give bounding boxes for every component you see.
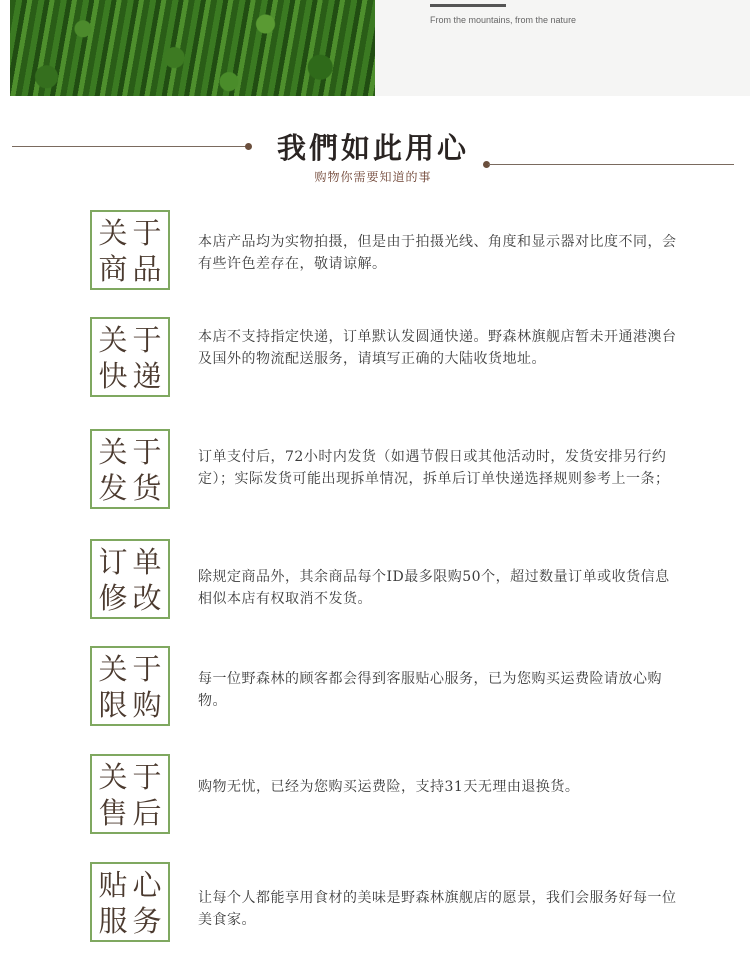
info-text: 订单支付后，72小时内发货（如遇节假日或其他活动时，发货安排另行约定）；实际发货可能出现拆单情况，拆单后订单快递选择规则参考上一条； [198,449,670,487]
badge-char: 于 [132,216,162,250]
badge-char: 售 [98,796,128,830]
section-subtitle: 购物你需要知道的事 [314,170,432,184]
badge-char: 改 [132,581,162,615]
badge-char: 关 [98,323,128,357]
heading-rule-right [488,164,734,165]
banner-accent-bar [430,4,506,7]
badge-char: 发 [98,471,128,505]
badge-char: 务 [132,904,162,938]
info-badge [90,317,170,397]
badge-char: 于 [132,323,162,357]
info-text: 购物无忧，已经为您购买运费险，支持31天无理由退换货。 [198,779,580,795]
info-badge [90,754,170,834]
badge-char: 关 [98,760,128,794]
badge-char: 购 [132,688,162,722]
badge-char: 关 [98,652,128,686]
heading-dot-left [245,143,252,150]
banner-caption: From the mountains, from the nature [430,15,577,25]
section-title: 我們如此用心 [276,131,469,165]
info-badge [90,210,170,290]
info-text: 除规定商品外，其余商品每个ID最多限购50个，超过数量订单或收货信息相似本店有权取消不发货。 [198,569,670,607]
badge-char: 贴 [98,868,128,902]
badge-char: 心 [132,868,162,902]
heading-rule-left [12,146,248,147]
badge-char: 单 [132,545,162,579]
info-text: 让每个人都能享用食材的美味是野森林旗舰店的愿景，我们会服务好每一位美食家。 [198,890,677,928]
info-badge [90,539,170,619]
badge-char: 递 [132,359,162,393]
info-text: 每一位野森林的顾客都会得到客服贴心服务，已为您购买运费险请放心购物。 [198,671,662,709]
badge-char: 商 [98,252,128,286]
badge-char: 货 [132,471,162,505]
badge-char: 服 [98,904,128,938]
badge-char: 快 [98,359,128,393]
badge-char: 关 [98,216,128,250]
info-badge [90,429,170,509]
forest-photo [10,0,375,96]
badge-char: 品 [132,252,162,286]
info-badge [90,646,170,726]
badge-char: 于 [132,435,162,469]
badge-char: 于 [132,652,162,686]
badge-char: 关 [98,435,128,469]
badge-char: 订 [98,545,128,579]
badge-char: 于 [132,760,162,794]
info-badge [90,862,170,942]
info-text: 本店产品均为实物拍摄，但是由于拍摄光线、角度和显示器对比度不同，会有些许色差存在，敬请谅解。 [198,234,677,272]
badge-char: 修 [98,581,128,615]
badge-char: 限 [98,688,128,722]
info-text: 本店不支持指定快递，订单默认发圆通快递。野森林旗舰店暂未开通港澳台及国外的物流配送服务，请填写正确的大陆收货地址。 [198,329,677,367]
badge-char: 后 [132,796,162,830]
